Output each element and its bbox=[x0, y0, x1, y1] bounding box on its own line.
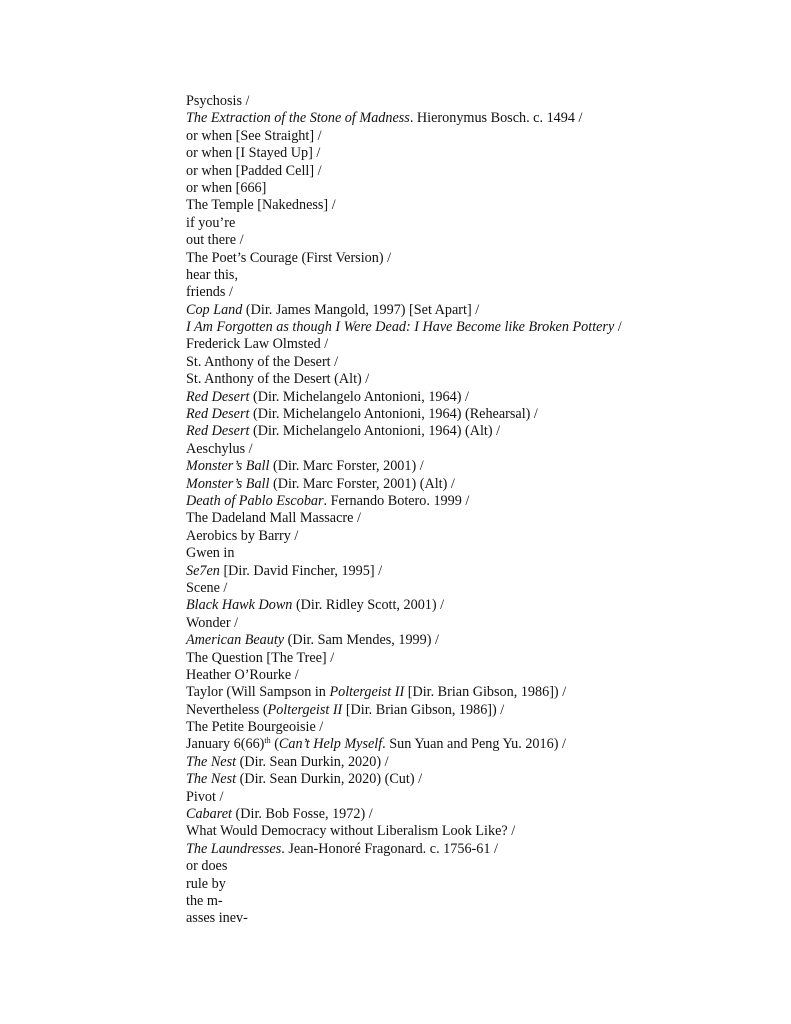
italic-title-text: The Laundresses bbox=[186, 840, 282, 857]
line-text: The Dadeland Mall Massacre / bbox=[186, 510, 361, 527]
italic-title-text: Monster’s Ball bbox=[186, 475, 270, 492]
line-text: (Dir. Ridley Scott, 2001) / bbox=[292, 597, 445, 614]
text-line bbox=[186, 476, 776, 493]
italic-title-text: Se7en bbox=[186, 562, 220, 579]
line-text: (Dir. Bob Fosse, 1972) / bbox=[231, 806, 373, 823]
line-text: hear this, bbox=[186, 266, 239, 283]
italic-title-text: Poltergeist II bbox=[267, 701, 343, 718]
italic-title-text: Red Desert bbox=[186, 423, 250, 440]
italic-title-text: Cabaret bbox=[186, 806, 232, 823]
italic-title-text: Red Desert bbox=[186, 388, 250, 405]
italic-title-text: Monster’s Ball bbox=[186, 458, 270, 475]
line-text: or when [I Stayed Up] / bbox=[186, 145, 321, 162]
italic-title-text: Red Desert bbox=[186, 406, 250, 423]
text-line bbox=[186, 180, 776, 197]
text-line bbox=[186, 771, 776, 788]
text-line bbox=[186, 893, 776, 910]
line-text: Nevertheless ( bbox=[186, 701, 268, 718]
text-line bbox=[186, 128, 776, 145]
line-text: if you’re bbox=[186, 214, 236, 231]
line-text: (Dir. Marc Forster, 2001) (Alt) / bbox=[269, 475, 455, 492]
line-text: . Fernando Botero. 1999 / bbox=[323, 492, 470, 509]
line-text: friends / bbox=[186, 284, 233, 301]
text-line bbox=[186, 371, 776, 388]
text-line bbox=[186, 563, 776, 580]
line-text: Heather O’Rourke / bbox=[186, 666, 299, 683]
line-text: The Temple [Nakedness] / bbox=[186, 197, 336, 214]
text-line bbox=[186, 684, 776, 701]
text-line bbox=[186, 458, 776, 475]
line-text: (Dir. Michelangelo Antonioni, 1964) (Alt) / bbox=[249, 423, 501, 440]
superscript-text: th bbox=[264, 736, 271, 746]
text-line bbox=[186, 910, 776, 927]
line-text: . Hieronymus Bosch. c. 1494 / bbox=[409, 110, 583, 127]
line-text: (Dir. Marc Forster, 2001) / bbox=[269, 458, 424, 475]
line-text: / bbox=[614, 319, 622, 336]
text-line bbox=[186, 354, 776, 371]
italic-title-text: Poltergeist II bbox=[329, 684, 405, 701]
text-line bbox=[186, 580, 776, 597]
text-line bbox=[186, 163, 776, 180]
text-line bbox=[186, 93, 776, 110]
line-text: The Petite Bourgeoisie / bbox=[186, 719, 324, 736]
text-line bbox=[186, 841, 776, 858]
poem-text-block bbox=[186, 93, 776, 928]
text-line bbox=[186, 806, 776, 823]
text-line bbox=[186, 110, 776, 127]
text-line bbox=[186, 667, 776, 684]
italic-title-text: I Am Forgotten as though I Were Dead: I Have Become like Broken Pottery bbox=[186, 319, 615, 336]
text-line bbox=[186, 632, 776, 649]
line-text: Aerobics by Barry / bbox=[186, 527, 299, 544]
line-text: asses inev- bbox=[186, 910, 248, 927]
italic-title-text: Cop Land bbox=[186, 301, 243, 318]
text-line bbox=[186, 702, 776, 719]
line-text: Frederick Law Olmsted / bbox=[186, 336, 329, 353]
line-text: [Dir. David Fincher, 1995] / bbox=[219, 562, 383, 579]
text-line bbox=[186, 545, 776, 562]
line-text: (Dir. Sean Durkin, 2020) / bbox=[236, 753, 389, 770]
text-line bbox=[186, 597, 776, 614]
line-text: (Dir. Michelangelo Antonioni, 1964) (Rehearsal) / bbox=[249, 406, 538, 423]
italic-title-text: Black Hawk Down bbox=[186, 597, 293, 614]
text-line bbox=[186, 267, 776, 284]
text-line bbox=[186, 823, 776, 840]
italic-title-text: The Nest bbox=[186, 771, 237, 788]
text-line bbox=[186, 145, 776, 162]
text-line bbox=[186, 650, 776, 667]
text-line bbox=[186, 754, 776, 771]
line-text: [Dir. Brian Gibson, 1986]) / bbox=[342, 701, 505, 718]
line-text: What Would Democracy without Liberalism Look Like? / bbox=[186, 823, 516, 840]
italic-title-text: Death of Pablo Escobar bbox=[186, 492, 324, 509]
line-text: Gwen in bbox=[186, 545, 235, 562]
line-text: Scene / bbox=[186, 579, 228, 596]
italic-title-text: The Nest bbox=[186, 753, 237, 770]
text-line bbox=[186, 510, 776, 527]
text-line bbox=[186, 336, 776, 353]
text-line bbox=[186, 876, 776, 893]
italic-title-text: Can’t Help Myself bbox=[278, 736, 383, 753]
line-text: St. Anthony of the Desert (Alt) / bbox=[186, 371, 370, 388]
line-text: The Question [The Tree] / bbox=[186, 649, 335, 666]
line-text: [Dir. Brian Gibson, 1986]) / bbox=[404, 684, 567, 701]
text-line bbox=[186, 197, 776, 214]
line-text: or when [See Straight] / bbox=[186, 127, 322, 144]
text-line bbox=[186, 319, 776, 336]
line-text: or when [Padded Cell] / bbox=[186, 162, 322, 179]
text-line bbox=[186, 493, 776, 510]
line-text: Aeschylus / bbox=[186, 440, 253, 457]
text-line bbox=[186, 736, 776, 753]
text-line bbox=[186, 250, 776, 267]
line-text: (Dir. Sam Mendes, 1999) / bbox=[284, 632, 439, 649]
line-text: Pivot / bbox=[186, 788, 224, 805]
line-text: January 6(66) bbox=[186, 736, 265, 753]
line-text: The Poet’s Courage (First Version) / bbox=[186, 249, 392, 266]
italic-title-text: The Extraction of the Stone of Madness bbox=[186, 110, 410, 127]
line-text: out there / bbox=[186, 232, 244, 249]
text-line bbox=[186, 215, 776, 232]
text-line bbox=[186, 858, 776, 875]
line-text: Taylor (Will Sampson in bbox=[186, 684, 330, 701]
line-text: ( bbox=[270, 736, 279, 753]
line-text: Wonder / bbox=[186, 614, 239, 631]
line-text: St. Anthony of the Desert / bbox=[186, 353, 339, 370]
text-line bbox=[186, 528, 776, 545]
text-line bbox=[186, 284, 776, 301]
line-text: . Sun Yuan and Peng Yu. 2016) / bbox=[382, 736, 566, 753]
line-text: . Jean-Honoré Fragonard. c. 1756-61 / bbox=[281, 840, 498, 857]
text-line bbox=[186, 406, 776, 423]
text-line bbox=[186, 441, 776, 458]
line-text: (Dir. James Mangold, 1997) [Set Apart] / bbox=[242, 301, 480, 318]
line-text: rule by bbox=[186, 875, 226, 892]
text-line bbox=[186, 232, 776, 249]
italic-title-text: American Beauty bbox=[186, 632, 285, 649]
line-text: or when [666] bbox=[186, 179, 267, 196]
text-line bbox=[186, 789, 776, 806]
text-line bbox=[186, 615, 776, 632]
line-text: or does bbox=[186, 858, 228, 875]
text-line bbox=[186, 302, 776, 319]
line-text: the m- bbox=[186, 892, 223, 909]
line-text: (Dir. Sean Durkin, 2020) (Cut) / bbox=[236, 771, 423, 788]
text-line bbox=[186, 423, 776, 440]
line-text: (Dir. Michelangelo Antonioni, 1964) / bbox=[249, 388, 469, 405]
text-line bbox=[186, 719, 776, 736]
line-text: Psychosis / bbox=[186, 93, 250, 109]
text-line bbox=[186, 389, 776, 406]
